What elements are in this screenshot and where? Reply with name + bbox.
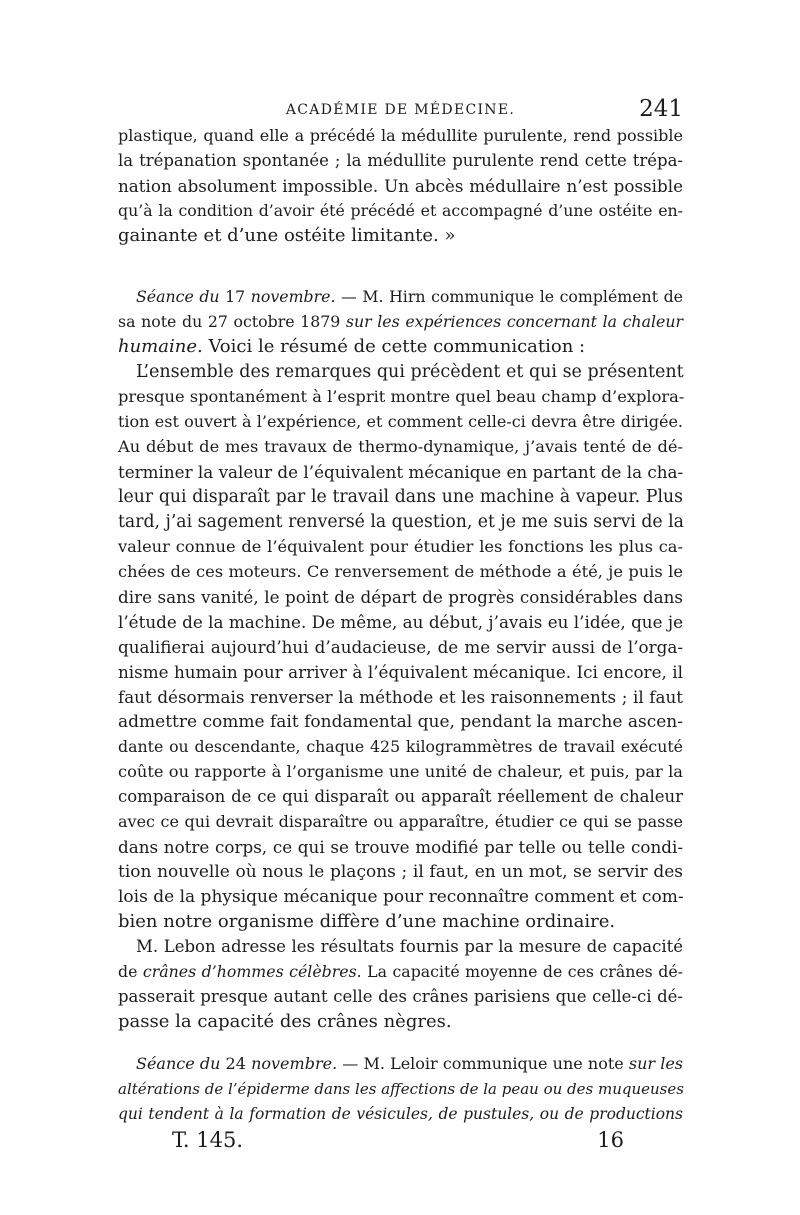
page-header bbox=[118, 96, 683, 126]
text-line: Au début de mes travaux de thermo-dynamique, j’avais tenté de dé- bbox=[118, 437, 683, 456]
text-line: sa note du 27 octobre 1879 sur les expériences concernant la chaleur bbox=[118, 312, 683, 331]
text-line: passe la capacité des crânes nègres. bbox=[118, 1011, 452, 1032]
text-line: admettre comme fait fondamental que, pendant la marche ascen- bbox=[118, 712, 683, 732]
text-line: nisme humain pour arriver à l’équivalent mécanique. Ici encore, il bbox=[118, 662, 683, 682]
text-line: nation absolument impossible. Un abcès médullaire n’est possible bbox=[118, 176, 683, 196]
text-line: avec ce qui devrait disparaître ou apparaître, étudier ce qui se passe bbox=[118, 812, 683, 831]
text-line: terminer la valeur de l’équivalent mécanique en partant de la cha- bbox=[118, 462, 684, 482]
running-title: ACADÉMIE DE MÉDECINE. bbox=[285, 102, 516, 118]
text-line: dante ou descendante, chaque 425 kilogrammètres de travail exécuté bbox=[118, 737, 683, 756]
signature-mark: T. 145. bbox=[172, 1128, 244, 1152]
sheet-number: 16 bbox=[597, 1128, 624, 1152]
text-line: humaine. Voici le résumé de cette communication : bbox=[118, 336, 586, 357]
text-line: presque spontanément à l’esprit montre quel beau champ d’explora- bbox=[118, 387, 685, 406]
text-line: tard, j’ai sagement renversé la question, et je me suis servi de la bbox=[118, 512, 684, 532]
text-line: valeur connue de l’équivalent pour étudier les fonctions les plus ca- bbox=[118, 537, 683, 556]
text-line: passerait presque autant celle des crânes parisiens que celle-ci dé- bbox=[118, 987, 683, 1006]
text-line: tion nouvelle où nous le plaçons ; il faut, en un mot, se servir des bbox=[118, 862, 683, 882]
text-line: L’ensemble des remarques qui précèdent et qui se présentent bbox=[136, 362, 684, 382]
text-line: coûte ou rapporte à l’organisme une unité de chaleur, et puis, par la bbox=[118, 762, 683, 781]
text-line: qualifierai aujourd’hui d’audacieuse, de me servir aussi de l’orga- bbox=[118, 637, 683, 657]
page-number: 241 bbox=[639, 96, 683, 122]
text-line: dans notre corps, ce qui se trouve modifié par telle ou telle condi- bbox=[118, 837, 683, 857]
text-line: dire sans vanité, le point de départ de progrès considérables dans bbox=[118, 587, 683, 607]
text-line: leur qui disparaît par le travail dans une machine à vapeur. Plus bbox=[118, 487, 683, 507]
page-footer bbox=[172, 1128, 624, 1158]
text-line: comparaison de ce qui disparaît ou apparaît réellement de chaleur bbox=[118, 787, 683, 806]
text-line: lois de la physique mécanique pour reconnaître comment et com- bbox=[118, 887, 684, 907]
text-line: altérations de l’épiderme dans les affections de la peau ou des muqueuses bbox=[118, 1080, 684, 1098]
text-line: gainante et d’une ostéite limitante. » bbox=[118, 225, 456, 246]
text-line: chées de ces moteurs. Ce renversement de méthode a été, je puis le bbox=[118, 562, 683, 581]
text-line: de crânes d’hommes célèbres. La capacité moyenne de ces crânes dé- bbox=[118, 962, 683, 981]
text-line: la trépanation spontanée ; la médullite purulente rend cette trépa- bbox=[118, 151, 683, 170]
text-line: qui tendent à la formation de vésicules, de pustules, ou de productions bbox=[118, 1105, 683, 1123]
text-line: qu’à la condition d’avoir été précédé et accompagné d’une ostéite en- bbox=[118, 201, 683, 220]
text-line: M. Lebon adresse les résultats fournis par la mesure de capacité bbox=[136, 937, 683, 956]
text-line: l’étude de la machine. De même, au début, j’avais eu l’idée, que je bbox=[118, 612, 683, 632]
text-line: plastique, quand elle a précédé la médullite purulente, rend possible bbox=[118, 126, 683, 145]
text-line: tion est ouvert à l’expérience, et comment celle-ci devra être dirigée. bbox=[118, 412, 683, 431]
text-line: bien notre organisme diffère d’une machine ordinaire. bbox=[118, 911, 616, 932]
text-line: faut désormais renverser la méthode et les raisonnements ; il faut bbox=[118, 687, 683, 707]
text-line: Séance du 24 novembre. — M. Leloir communique une note sur les bbox=[136, 1054, 684, 1073]
text-line: Séance du 17 novembre. — M. Hirn communique le complément de bbox=[136, 287, 683, 306]
